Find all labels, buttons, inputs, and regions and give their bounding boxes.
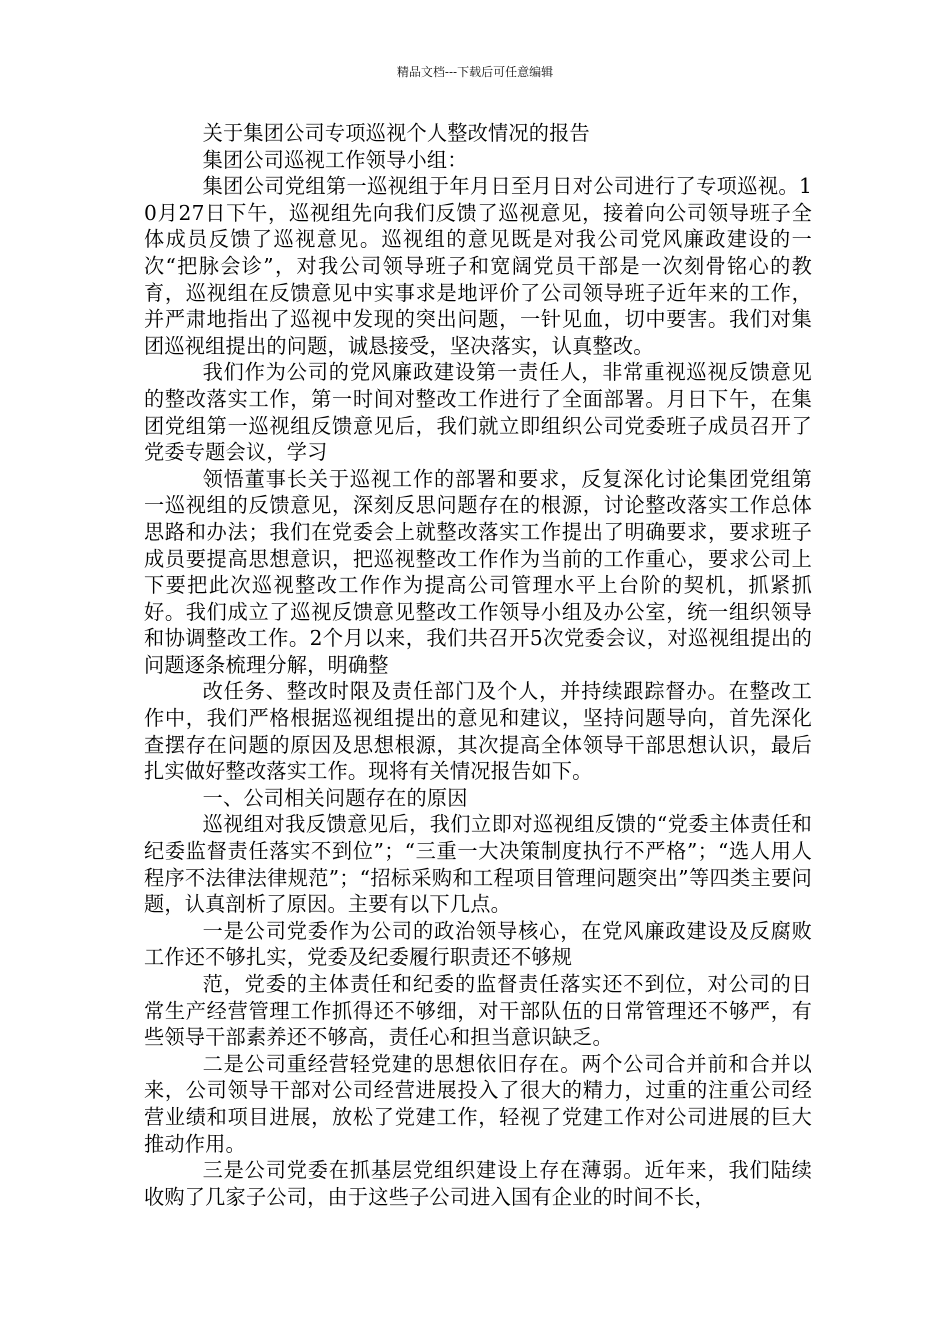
report-title: 关于集团公司专项巡视个人整改情况的报告 <box>202 121 590 145</box>
paragraph: 三是公司党委在抓基层党组织建设上存在薄弱。近年来，我们陆续收购了几家子公司，由于这些子公司进入国有企业的时间不长， <box>144 1158 812 1209</box>
paragraph: 范，党委的主体责任和纪委的监督责任落实还不到位，对公司的日常生产经营管理工作抓得还不够细，对干部队伍的日常管理还不够严，有些领导干部素养还不够高，责任心和担当意识缺乏。 <box>144 972 812 1050</box>
paragraph: 集团公司党组第一巡视组于年月日至月日对公司进行了专项巡视。10月27日下午，巡视组先向我们反馈了巡视意见，接着向公司领导班子全体成员反馈了巡视意见。巡视组的意见既是对我公司党风廉政建设的一次“把脉会诊”，对我公司领导班子和宽阔党员干部是一次刻骨铭心的教育，巡视组在反馈意见中实事求是地评价了公司领导班子近年来的工作，并严肃地指出了巡视中发现的突出问题，一针见血，切中要害。我们对集团巡视组提出的问题，诚恳接受，坚决落实，认真整改。 <box>144 174 812 358</box>
document-body <box>144 120 812 1210</box>
paragraph: 一是公司党委作为公司的政治领导核心，在党风廉政建设及反腐败工作还不够扎实，党委及纪委履行职责还不够规 <box>144 918 812 970</box>
paragraph: 我们作为公司的党风廉政建设第一责任人，非常重视巡视反馈意见的整改落实工作，第一时间对整改工作进行了全面部署。月日下午，在集团党组第一巡视组反馈意见后，我们就立即组织公司党委班子成员召开了党委专题会议，学习 <box>144 360 812 465</box>
page-header: 精品文档---下载后可任意编辑 <box>396 65 554 79</box>
paragraph: 领悟董事长关于巡视工作的部署和要求，反复深化讨论集团党组第一巡视组的反馈意见，深刻反思问题存在的根源，讨论整改落实工作总体思路和办法；我们在党委会上就整改落实工作提出了明确要求，要求班子成员要提高思想意识，把巡视整改工作作为当前的工作重心，要求公司上下要把此次巡视整改工作作为提高公司管理水平上台阶的契机，抓紧抓好。我们成立了巡视反馈意见整改工作领导小组及办公室，统一组织领导和协调整改工作。2个月以来，我们共召开5次党委会议，对巡视组提出的问题逐条梳理分解，明确整 <box>144 466 812 677</box>
paragraph: 二是公司重经营轻党建的思想依旧存在。两个公司合并前和合并以来，公司领导干部对公司经营进展投入了很大的精力，过重的注重公司经营业绩和项目进展，放松了党建工作，轻视了党建工作对公司进展的巨大推动作用。 <box>144 1051 812 1156</box>
paragraph: 巡视组对我反馈意见后，我们立即对巡视组反馈的“党委主体责任和纪委监督责任落实不到位”；“三重一大决策制度执行不严格”；“选人用人程序不法律法律规范”；“招标采购和工程项目管理问题突出”等四类主要问题，认真剖析了原因。主要有以下几点。 <box>144 812 812 917</box>
section-heading: 一、公司相关问题存在的原因 <box>202 785 468 810</box>
salutation: 集团公司巡视工作领导小组： <box>202 147 468 172</box>
paragraph: 改任务、整改时限及责任部门及个人，并持续跟踪督办。在整改工作中，我们严格根据巡视组提出的意见和建议，坚持问题导向，首先深化查摆存在问题的原因及思想根源，其次提高全体领导干部思想认识，最后扎实做好整改落实工作。现将有关情况报告如下。 <box>144 679 812 784</box>
